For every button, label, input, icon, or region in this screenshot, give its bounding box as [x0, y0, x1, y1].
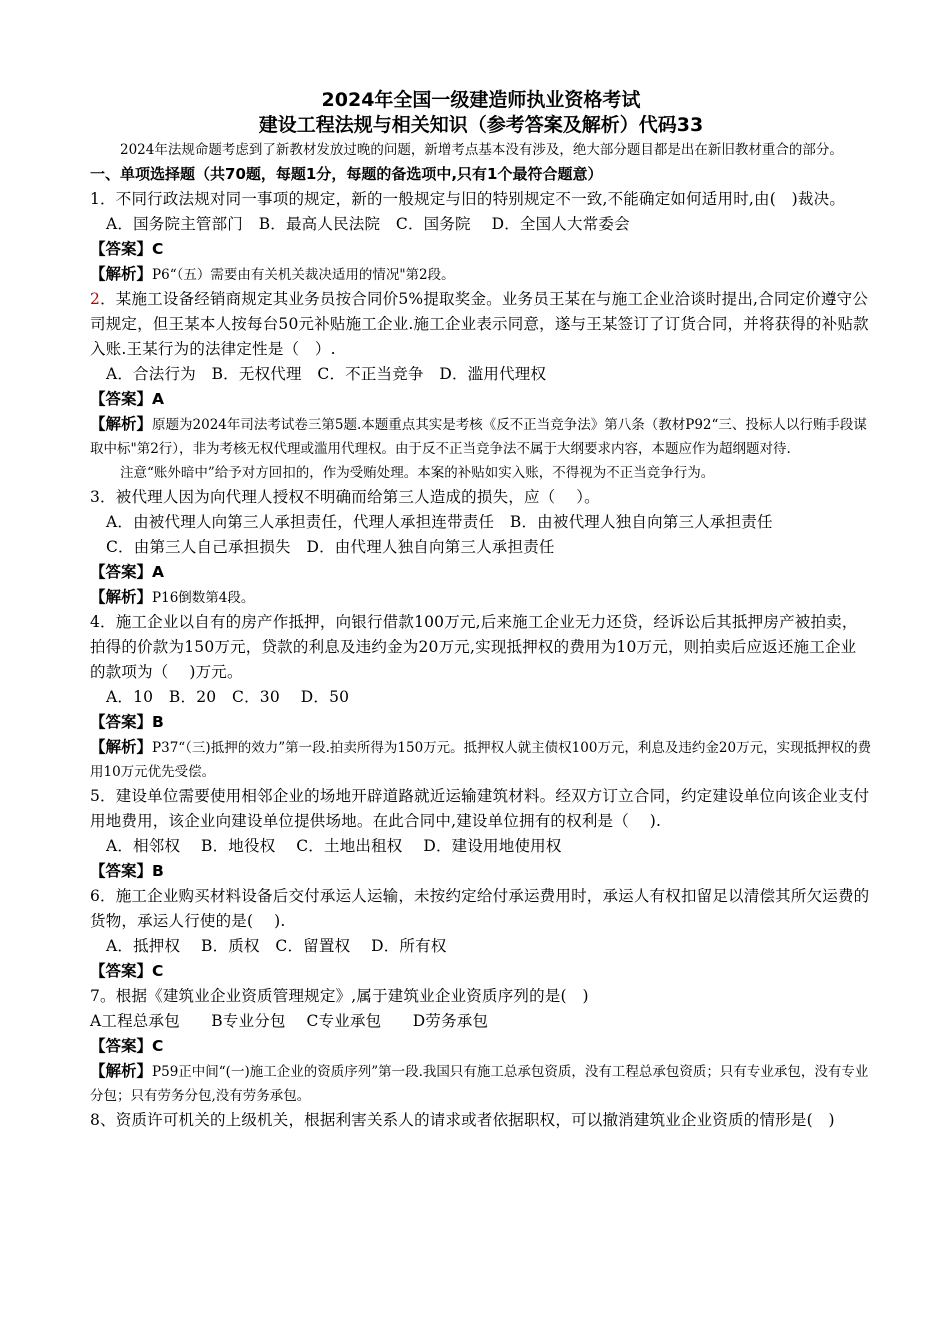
- question-2-options: A．合法行为 B．无权代理 C．不正当竞争 D．滥用代理权: [106, 365, 547, 383]
- analysis-text: P59正中间“(一)施工企业的资质序列”第一段.我国只有施工总承包资质，没有工程总承包资质；只有专业承包，没有专业分包；只有劳务分包,没有劳务承包。: [90, 1064, 869, 1104]
- doc-title-line2: 建设工程法规与相关知识（参考答案及解析）代码33: [258, 114, 704, 136]
- analysis-text: 原题为2024年司法考试卷三第5题.本题重点其实是考核《反不正当竞争法》第八条（教材P92“三、投标人以行贿手段谋取中标"第2行），非为考核无权代理或滥用代理权。由于反不正当竞争法不属于大纲要求内容，本题应作为超纲题对待.: [90, 417, 867, 457]
- question-3-options-line2: C．由第三人自己承担损失 D．由代理人独自向第三人承担责任: [106, 538, 555, 556]
- question-4-analysis: [90, 735, 872, 784]
- answer-value: C: [152, 240, 164, 258]
- analysis-text: P6“（五）需要由有关机关裁决适用的情况"第2段。: [152, 267, 455, 283]
- section-heading: 一、单项选择题（共70题，每题1分，每题的备选项中,只有1个最符合题意）: [90, 165, 603, 183]
- answer-value: A: [152, 390, 165, 408]
- answer-value: C: [152, 962, 164, 980]
- question-3-answer: [90, 560, 872, 585]
- question-5: 5．建设单位需要使用相邻企业的场地开辟道路就近运输建筑材料。经双方订立合同，约定建设单位向该企业支付用地费用，该企业向建设单位提供场地。在此合同中,建设单位拥有的权利是（ ).: [90, 787, 870, 830]
- question-7-options: A工程总承包 B专业分包 C专业承包 D劳务承包: [90, 1012, 489, 1030]
- analysis-text: P37“（三)抵押的效力”第一段.拍卖所得为150万元。抵押权人就主债权100万元，利息及违约金20万元，实现抵押权的费用10万元优先受偿。: [90, 740, 872, 780]
- question-2-text: ．某施工设备经销商规定其业务员按合同价5%提取奖金。业务员王某在与施工企业洽谈时提出,合同定价遵守公司规定，但王某本人按每台50元补贴施工企业.施工企业表示同意，遂与王某签订了订货合同，并将获得的补贴款入账.王某行为的法律定性是（ ）.: [90, 290, 869, 358]
- question-2-number: 2: [90, 290, 101, 308]
- question-1-options: A．国务院主管部门 B．最高人民法院 C．国务院 D．全国人大常委会: [106, 215, 630, 233]
- question-3-options-line1: A．由被代理人向第三人承担责任，代理人承担连带责任 B．由被代理人独自向第三人承担责任: [106, 513, 773, 531]
- question-2-analysis: [90, 412, 872, 461]
- analysis-label: 【解析】: [90, 415, 153, 433]
- answer-value: B: [152, 862, 164, 880]
- answer-label: 【答案】: [90, 862, 153, 880]
- answer-label: 【答案】: [90, 390, 153, 408]
- question-6-answer: [90, 959, 872, 984]
- question-3-analysis: [90, 585, 872, 610]
- question-5-answer: [90, 859, 872, 884]
- question-2: [90, 287, 872, 362]
- answer-value: A: [152, 563, 165, 581]
- analysis-text: P16倒数第4段。: [152, 590, 255, 606]
- question-2-answer: [90, 387, 872, 412]
- analysis-label: 【解析】: [90, 265, 153, 283]
- answer-label: 【答案】: [90, 1037, 153, 1055]
- intro-paragraph: 2024年法规命题考虑到了新教材发放过晚的问题，新增考点基本没有涉及，绝大部分题目都是出在新旧教材重合的部分。: [120, 142, 843, 158]
- question-3: 3．被代理人因为向代理人授权不明确而给第三人造成的损失，应（ ）。: [90, 488, 600, 506]
- question-1-answer: [90, 237, 872, 262]
- question-6: 6．施工企业购买材料设备后交付承运人运输，未按约定给付承运费用时，承运人有权扣留足以清偿其所欠运费的货物，承运人行使的是( ).: [90, 887, 870, 930]
- question-7: 7。根据《建筑业企业资质管理规定》,属于建筑业企业资质序列的是( ): [90, 987, 589, 1005]
- question-1: 1．不同行政法规对同一事项的规定，新的一般规定与旧的特别规定不一致,不能确定如何适用时,由( )裁决。: [90, 190, 846, 208]
- analysis-label: 【解析】: [90, 738, 153, 756]
- question-4: 4．施工企业以自有的房产作抵押，向银行借款100万元,后来施工企业无力还贷，经诉讼后其抵押房产被拍卖，拍得的价款为150万元，贷款的利息及违约金为20万元,实现抵押权的费用为10万元，则拍卖后应返还施工企业的款项为（ )万元。: [90, 613, 858, 681]
- question-8: 8、资质许可机关的上级机关，根据利害关系人的请求或者依据职权，可以撤消建筑业企业资质的情形是( ): [90, 1111, 835, 1129]
- question-2-note: 注意“账外暗中”给予对方回扣的，作为受贿处理。本案的补贴如实入账，不得视为不正当竞争行为。: [120, 465, 715, 481]
- answer-value: B: [152, 713, 164, 731]
- answer-value: C: [152, 1037, 164, 1055]
- question-4-options: A．10 B．20 C．30 D．50: [106, 688, 350, 706]
- answer-label: 【答案】: [90, 563, 153, 581]
- question-7-analysis: [90, 1059, 872, 1108]
- answer-label: 【答案】: [90, 713, 153, 731]
- analysis-label: 【解析】: [90, 588, 153, 606]
- question-1-analysis: [90, 262, 872, 287]
- analysis-label: 【解析】: [90, 1062, 153, 1080]
- question-5-options: A．相邻权 B．地役权 C．土地出租权 D．建设用地使用权: [106, 837, 562, 855]
- answer-label: 【答案】: [90, 240, 153, 258]
- doc-title-line1: 2024年全国一级建造师执业资格考试: [321, 89, 641, 111]
- question-6-options: A．抵押权 B．质权 C．留置权 D．所有权: [106, 937, 447, 955]
- question-7-answer: [90, 1034, 872, 1059]
- question-4-answer: [90, 710, 872, 735]
- answer-label: 【答案】: [90, 962, 153, 980]
